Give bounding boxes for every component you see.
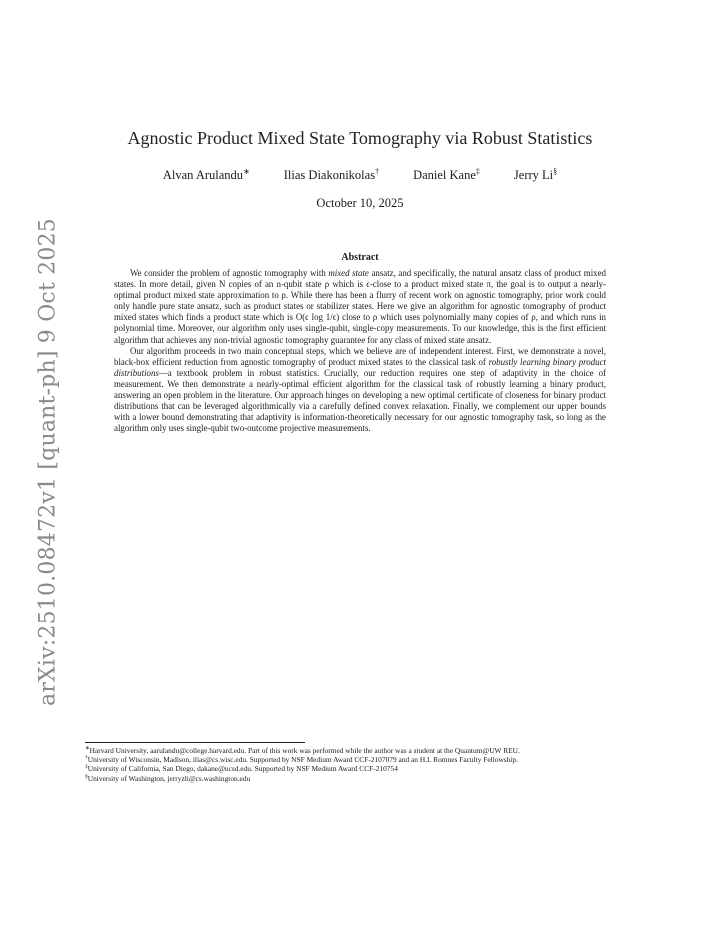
- footnotes: [85, 746, 637, 783]
- footnote-1: [85, 746, 637, 755]
- author-3: [413, 168, 480, 183]
- author-name: Ilias Diakonikolas: [283, 168, 376, 182]
- footnote-text: University of Washington, jerryzli@cs.washington.edu: [87, 773, 251, 783]
- footnote-3: [85, 764, 637, 773]
- abstract-emphasis: mixed state: [328, 268, 369, 278]
- author-name: Alvan Arulandu: [162, 168, 244, 182]
- abstract-body: [114, 268, 606, 434]
- abstract-text: ansatz, and specifically, the natural ansatz class of product mixed states. In more detail, given N copies of an n-qubit state ρ which is ϵ-close to a product mixed state π, the goal is to output a nearly-optimal product mixed state approximation to ρ. While there has been a flurry of recent work on agnostic tomography, prior work could only handle pure state ansatz, such as product states or stabilizer states. Here we give an algorithm for agnostic tomography of product mixed states which finds a product state which is O(ϵ log 1/ϵ) close to ρ which uses polynomially many copies of ρ, and which runs in polynomial time. Moreover, our algorithm only uses single-qubit, single-copy measurements. To our knowledge, this is the first efficient algorithm that achieves any non-trivial agnostic tomography guarantee for any class of mixed state ansatz.: [114, 268, 606, 345]
- author-mark: †: [375, 166, 380, 176]
- author-1: [163, 168, 250, 183]
- paper-date: October 10, 2025: [316, 196, 404, 210]
- abstract-paragraph-2: [114, 346, 606, 435]
- footnote-text: University of Wisconsin, Madison, ilias@cs.wisc.edu. Supported by NSF Medium Award CCF-2107079 and an H.I. Romnes Faculty Fellowship.: [87, 755, 518, 765]
- footnote-mark: §: [85, 773, 88, 780]
- author-mark: ‡: [475, 166, 480, 176]
- footnote-4: [85, 774, 637, 783]
- abstract-text: We consider the problem of agnostic tomography with: [130, 268, 329, 278]
- abstract-heading: Abstract: [341, 252, 379, 263]
- footnote-mark: †: [85, 754, 88, 761]
- footnote-rule: [85, 742, 305, 743]
- author-list: [0, 168, 720, 183]
- footnote-text: Harvard University, aarulandu@college.harvard.edu. Part of this work was performed while the author was a student at the Quantum@UW REU.: [89, 746, 520, 755]
- author-4: [514, 168, 557, 183]
- author-mark: §: [553, 166, 558, 176]
- abstract-text: Our algorithm proceeds in two main conceptual steps, which we believe are of independent interest. First, we demonstrate a novel, black-box efficient reduction from agnostic tomography of product mixed states to the classical task of: [114, 345, 606, 367]
- arxiv-identifier: arXiv:2510.08472v1 [quant-ph] 9 Oct 2025: [35, 218, 61, 706]
- footnote-mark: ∗: [85, 745, 90, 752]
- abstract-text: —a textbook problem in robust statistics. Crucially, our reduction requires one step of adaptivity in the choice of measurement. We then demonstrate a nearly-optimal efficient algorithm for the classical task of robustly learning a binary product, answering an open problem in the literature. Our approach hinges on developing a new optimal certificate of closeness for binary product distributions that can be leveraged algorithmically via a carefully defined convex relaxation. Finally, we complement our upper bounds with a lower bound demonstrating that adaptivity is information-theoretically necessary for our agnostic tomography task, so long as the algorithm only uses single-qubit two-outcome projective measurements.: [114, 367, 606, 434]
- abstract-emphasis: robustly learning binary product distributions: [114, 356, 606, 378]
- author-name: Daniel Kane: [413, 168, 476, 182]
- abstract-paragraph-1: [114, 268, 606, 346]
- footnote-text: University of California, San Diego, dakane@ucsd.edu. Supported by NSF Medium Award CCF-210754: [87, 764, 398, 774]
- author-mark: ∗: [243, 166, 250, 176]
- footnote-mark: ‡: [85, 763, 88, 770]
- author-2: [284, 168, 379, 183]
- paper-title: Agnostic Product Mixed State Tomography via Robust Statistics: [127, 128, 593, 148]
- author-name: Jerry Li: [513, 168, 554, 182]
